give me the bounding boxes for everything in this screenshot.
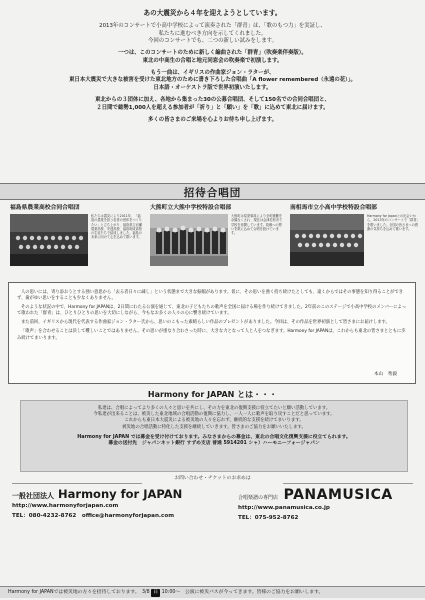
intro-line: 東北からの３団体に加え、各地から集まった30の公募合唱団、そして150名での合同合唱団と、 [95, 97, 330, 104]
about-line: 私達は、合唱によってより多くの人々と思いを共にし、その力を東北の復興支援に役立てたいと願い活動しています。 [97, 406, 331, 411]
divider [283, 483, 413, 484]
conductor-message-body [17, 290, 407, 345]
intro-line: 東北の中高生の合唱と地元同窓会の吹奏楽で初演します。 [142, 57, 283, 64]
choir-photo [150, 214, 228, 266]
org2-caption: 合唱楽譜の専門店 [238, 495, 279, 501]
panamusica-logo: PANAMUSICA [283, 487, 393, 503]
about-hfj-title: Harmony for JAPAN とは・・・ [147, 390, 278, 399]
org-url-link[interactable]: http://www.harmonyforjapan.com [12, 503, 119, 509]
guest-choirs-header [0, 183, 425, 200]
intro-line: 今回のコンサートでも、二つの新しい試みをします。 [148, 37, 277, 44]
choir-photo-image [10, 214, 88, 266]
intro-line: 私たちに進むべき方向を示してくれました。 [158, 30, 267, 37]
bottom-text-start: Harmony for JAPANでは被災地の方々を招待しております。 3/8 [8, 590, 150, 595]
intro-line: 日本語・オーケストラ版で世界初演いたします。 [153, 84, 272, 91]
choir-description: Harmony for Japanとの出会いから、2013年のコンサートで「群青」を歌いました。全国の皆さまへの感謝の気持ちを込めて歌います。 [367, 214, 419, 231]
message-paragraph: そのような状況の中で、Harmony for JAPANは、2日間にわたる公演を通じて、東北の子どもたちの歌声を全国に届ける場を作り続けてきました。2年前のこのステージで小高中学校のメンバーによって歌われた「群青」は、ひとりひとりの思いを大切にしながら、今もなお多くの人々の心に響き続けています。 [17, 305, 407, 317]
message-paragraph: また前回、イギリスから現代を代表する作曲家ジョン・ラター氏から、思いのこもった素晴らしい作品のプレゼントがありました。今回は、その作品を世界初演として皆さまにお届けします。 [21, 320, 390, 326]
about-line: これからも東日本大震災による被災地の人々を忘れず、継続的な支援を続けてまいります。 [124, 418, 304, 424]
contact-panamusica [238, 487, 418, 521]
choir-name: 福島県農業高校合同合唱団 [10, 205, 80, 211]
choir-name: 大熊町立大熊中学校特設合唱部 [150, 205, 232, 211]
divider [12, 483, 142, 484]
org2-tel[interactable]: TEL：075-952-8762 [238, 515, 299, 521]
intro-message [20, 10, 405, 130]
message-paragraph: 人の思いには、寄り添おうとする強い意思から「去る者日々に疎し」という状態まで大きな振幅があります。仮に、その思いを強く持ち続けたとしても、遠くからではその事態を知り得ることができず、歯がゆい思いをすることも少なくありません。 [17, 290, 404, 302]
intro-line: 一つは、このコンサートのために新しく編曲された「群青」（吹奏楽伴奏版）。 [118, 50, 307, 57]
choir-photo-image [290, 214, 364, 266]
contact-title: お問い合わせ・チケットのお求めは [174, 476, 251, 481]
choir-card-okuma [150, 202, 285, 278]
intro-paragraph-2013 [20, 23, 405, 45]
intro-line: 東日本大震災で大きな被害を受けた東北地方のために書き下ろした合唱曲「A flower remembered（永遠の花）」。 [69, 77, 356, 84]
choir-card-fukushima [10, 202, 145, 278]
intro-line: 多くの皆さまのご来場を心よりお待ち申し上げます。 [148, 117, 277, 124]
choir-photo [290, 214, 364, 266]
intro-paragraph-participants [20, 97, 405, 112]
contact-hfj [12, 487, 227, 519]
message-paragraph: 「歌声」を合わせることは決して難しいことではありません。その思いが重なり合わさった時に、大きな力となって人と人をつなぎます。Harmony for JAPANは、これからも東北の皆さまとともに歩み続けてまいります。 [17, 329, 406, 341]
choir-card-odaka [290, 202, 420, 278]
choir-description: 私たちは震災により2011年、「福島の農業を担う若者の団体をつくりたい」と立ち上がり、福島県立岩瀬農業高校、安達高校、福島明成高校の生徒たちで結成しました。福島の未来に向けて心を込めて歌います。 [91, 214, 142, 240]
intro-line: ２日間で総勢1,000人を超える参加者が「祈り」と「願い」を「歌」に込めて東北に届けます。 [96, 104, 329, 111]
org-title: Harmony for JAPAN [58, 487, 183, 501]
about-hfj-text [25, 406, 403, 447]
intro-line: もう一曲は、イギリスの作曲家ジョン・ラターが、 [150, 70, 275, 77]
donation-line: Harmony for JAPAN では募金を受け付けております。みなさまからの募金は、東北の合唱文化復興支援に役立てられます。 [77, 434, 351, 440]
choir-name: 南相馬市立小高中学校特設合唱部 [290, 205, 377, 211]
choir-photo-image [150, 214, 228, 266]
org2-brand [238, 487, 418, 503]
intro-line: あの大震災から４年を迎えようとしています。 [143, 9, 282, 17]
about-line: 被災地の合唱活動に特化した支援を継続していきます。皆さまのご協力をお願いいたします。 [122, 424, 306, 430]
org2-url-link[interactable]: http://www.panamusica.co.jp [238, 505, 330, 511]
org-name [12, 487, 227, 501]
day-badge: 日 [153, 590, 159, 595]
org-tel[interactable]: TEL：080-4232-8762 office@harmonyforjapan.com [12, 513, 175, 519]
message-signature: 本山 秀毅 [374, 372, 397, 377]
about-hfj-box [20, 400, 408, 472]
intro-paragraph-gunjo [20, 50, 405, 65]
intro-paragraph-rutter [20, 70, 405, 92]
conductor-message-box [8, 282, 416, 384]
bottom-banner [0, 586, 425, 598]
choir-photo [10, 214, 88, 266]
guest-choirs-title: 招待合唱団 [183, 187, 242, 199]
intro-line: 2013年のコンサートで小高中学校によって演奏された「群青」は、「歌のもつ力」を実証し、 [99, 23, 326, 30]
bottom-text-end: 10:00～ 公演に被災バスが今ってきます。皆様のご協力をお願いします。 [161, 590, 324, 595]
org-prefix: 一般社団法人 [12, 492, 54, 500]
about-line: 今私達が出来ることは、被災した東北地域の合唱活動の復興に協力し、一人一人に歌声を取り戻すことだと思っています。 [93, 412, 335, 418]
bank-line: 募金の送付先 ジャパンネット銀行 すずめ支店 普通 5914201 シャ）ハーモニーフォージャパン [108, 441, 320, 447]
choir-description: 大熊町は原発事故により全町避難を余儀なくされ、現在は会津若松市で学校を再開しています。故郷への想いを歌に込めて合唱を続けています。 [231, 214, 283, 236]
